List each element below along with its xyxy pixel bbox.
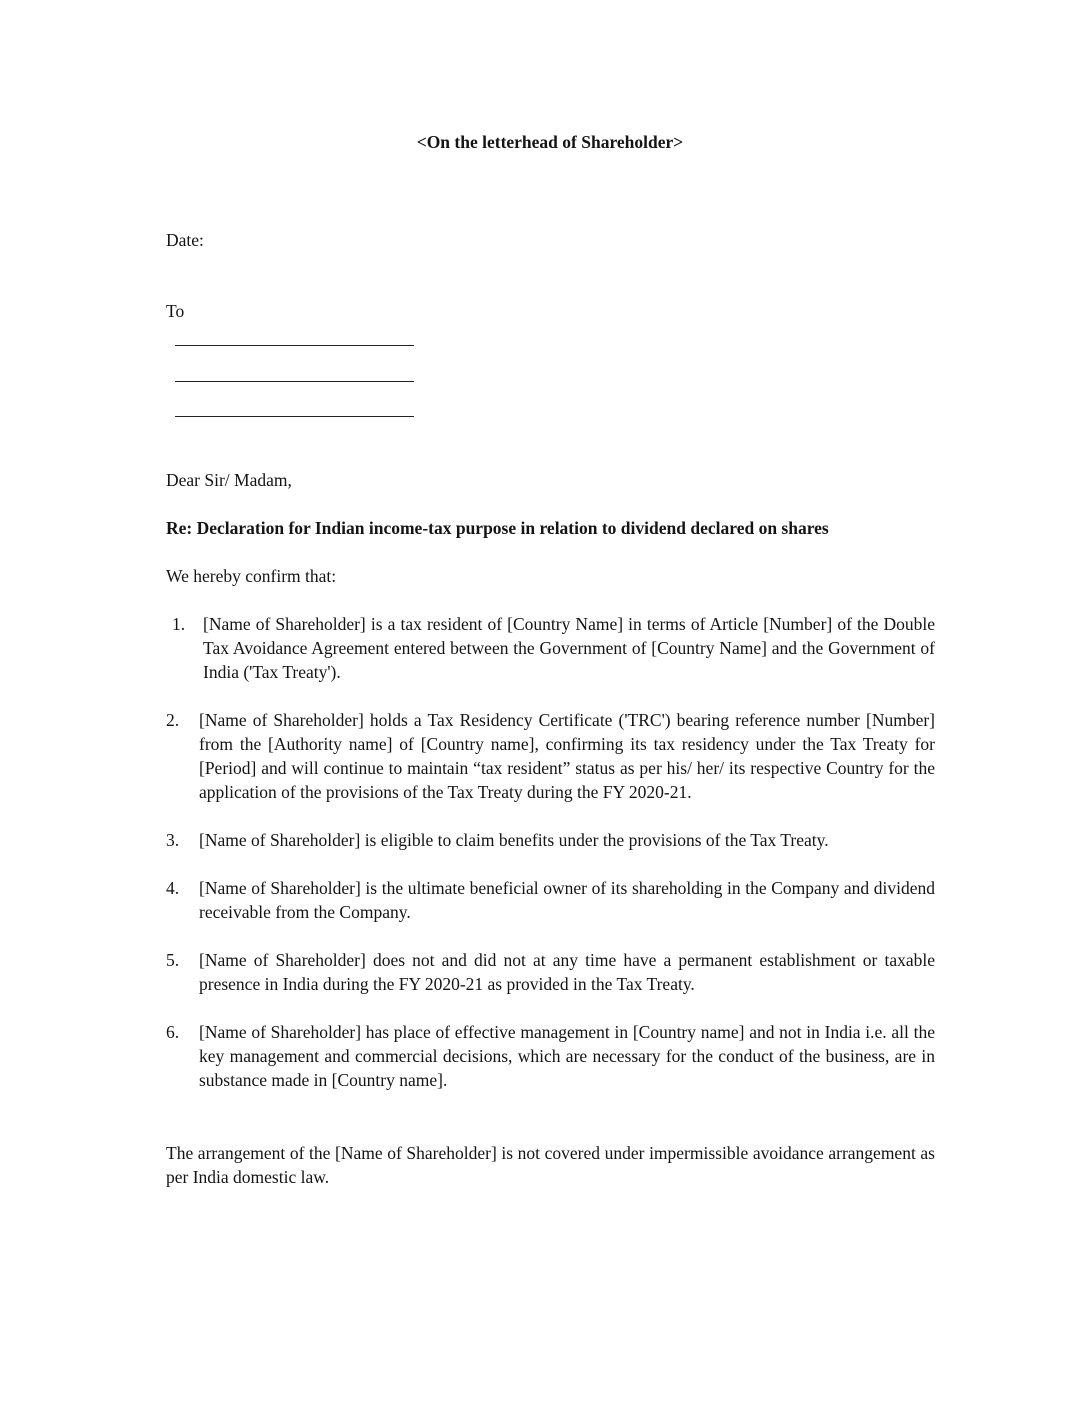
item-text: [Name of Shareholder] holds a Tax Residency Certificate ('TRC') bearing reference number [Number] from the [Authority name] of [Country name], confirming its tax residency under the Tax Treaty for [Period] and will continue to maintain “tax resident” status as per his/ her/ its respective Country for the application of the provisions of the Tax Treaty during the FY 2020-21. bbox=[199, 710, 935, 802]
declaration-item bbox=[166, 828, 935, 852]
letterhead-placeholder: <On the letterhead of Shareholder> bbox=[416, 132, 684, 152]
item-text: [Name of Shareholder] does not and did not at any time have a permanent establishment or taxable presence in India during the FY 2020-21 as provided in the Tax Treaty. bbox=[199, 950, 935, 994]
item-text: [Name of Shareholder] is a tax resident of [Country Name] in terms of Article [Number] of the Double Tax Avoidance Agreement entered between the Government of [Country Name] and the Government of India ('Tax Treaty'). bbox=[203, 614, 935, 682]
item-text: [Name of Shareholder] has place of effective management in [Country name] and not in India i.e. all the key management and commercial decisions, which are necessary for the conduct of the business, are in substance made in [Country name]. bbox=[199, 1022, 935, 1090]
address-line-3 bbox=[175, 416, 414, 417]
item-text: [Name of Shareholder] is the ultimate beneficial owner of its shareholding in the Company and dividend receivable from the Company. bbox=[199, 878, 935, 922]
declaration-item bbox=[166, 876, 935, 924]
declaration-list bbox=[166, 612, 935, 1116]
declaration-item bbox=[166, 1020, 935, 1092]
salutation: Dear Sir/ Madam, bbox=[166, 470, 292, 490]
item-number: 3. bbox=[166, 830, 180, 850]
item-number: 1. bbox=[172, 614, 186, 634]
item-number: 5. bbox=[166, 950, 180, 970]
item-number: 6. bbox=[166, 1022, 180, 1042]
item-number: 4. bbox=[166, 878, 180, 898]
item-text: [Name of Shareholder] is eligible to claim benefits under the provisions of the Tax Treaty. bbox=[199, 830, 829, 850]
declaration-item bbox=[166, 948, 935, 996]
declaration-item bbox=[166, 612, 935, 684]
declaration-item bbox=[166, 708, 935, 804]
intro-text: We hereby confirm that: bbox=[166, 566, 337, 586]
date-label: Date: bbox=[166, 230, 204, 250]
address-line-1 bbox=[175, 345, 414, 346]
address-line-2 bbox=[175, 381, 414, 382]
closing-paragraph: The arrangement of the [Name of Shareholder] is not covered under impermissible avoidance arrangement as per India domestic law. bbox=[166, 1143, 935, 1187]
to-label: To bbox=[166, 301, 185, 321]
subject-line: Re: Declaration for Indian income-tax purpose in relation to dividend declared on shares bbox=[166, 518, 829, 538]
item-number: 2. bbox=[166, 710, 180, 730]
